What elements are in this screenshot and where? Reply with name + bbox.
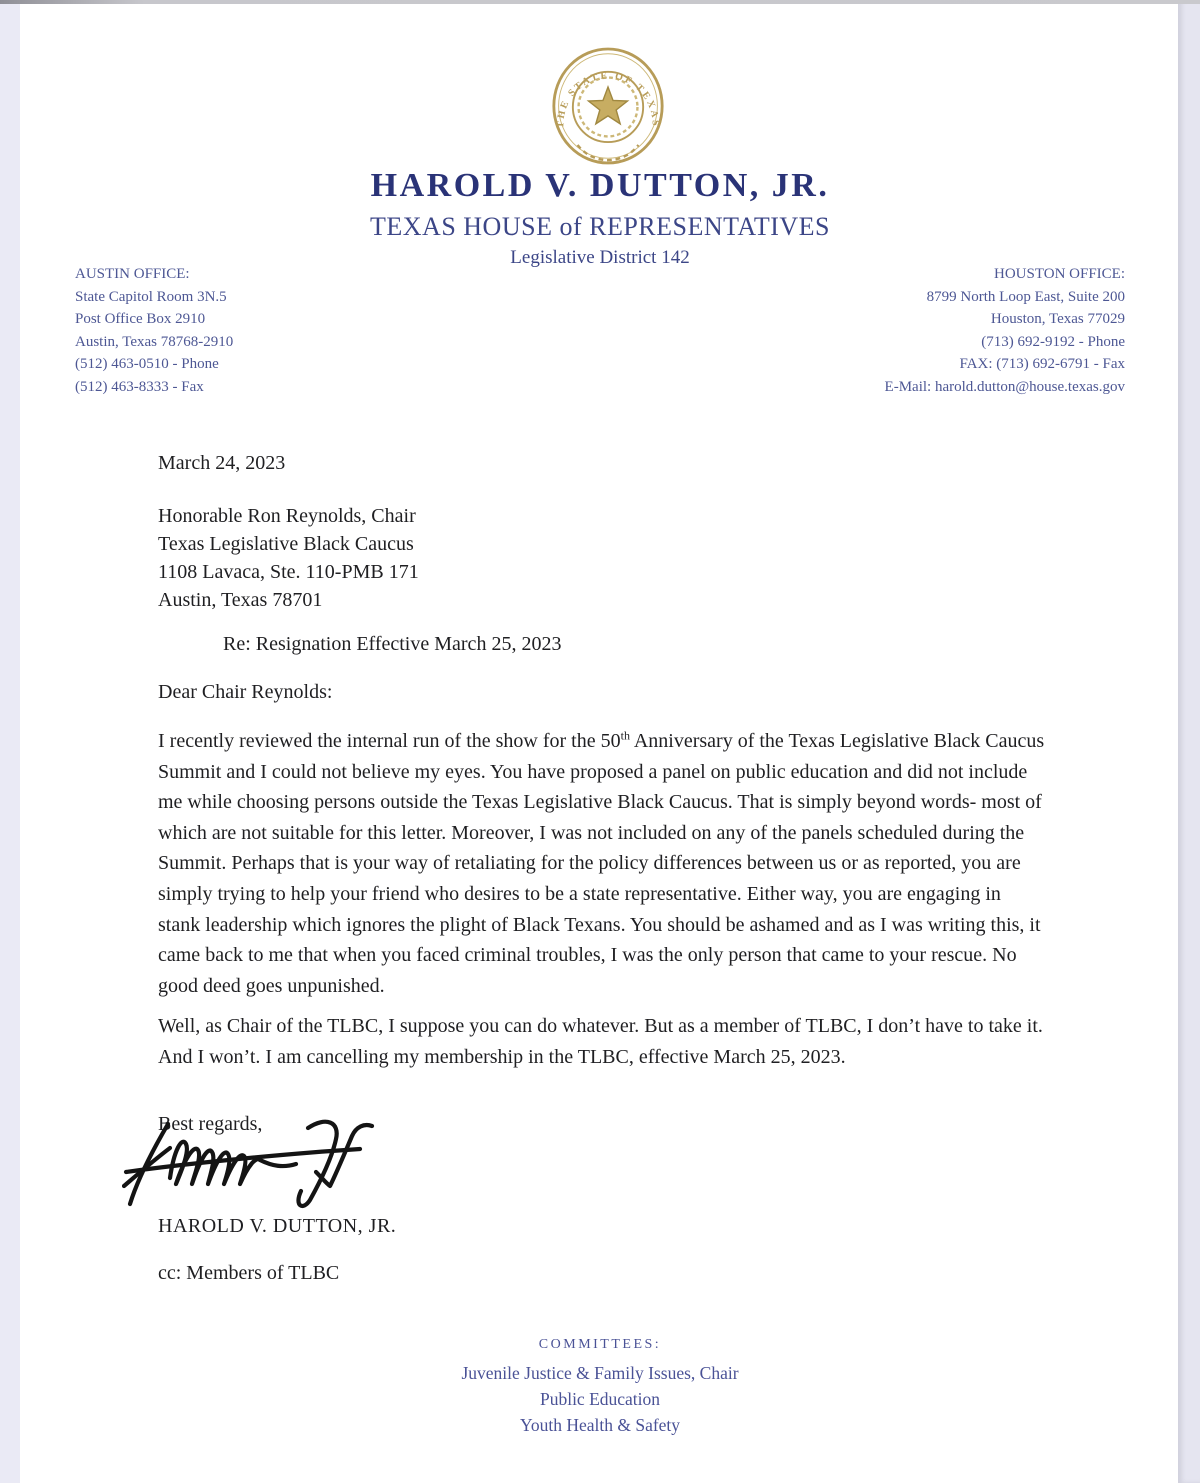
recipient-address-block [158, 502, 419, 614]
subject-line: Re: Resignation Effective March 25, 2023 [223, 633, 562, 655]
seal-arc-text: THE STATE OF TEXAS [555, 70, 661, 129]
houston-office-title: HOUSTON OFFICE: [994, 266, 1125, 282]
closing-phrase: Best regards, [158, 1113, 263, 1135]
austin-office-line: (512) 463-0510 - Phone [75, 356, 219, 372]
committee-item: Public Education [539, 1389, 661, 1409]
houston-office-email: E-Mail: harold.dutton@house.texas.gov [884, 378, 1125, 395]
letterhead-district: Legislative District 142 [510, 247, 690, 268]
recipient-line: Honorable Ron Reynolds, Chair [158, 505, 416, 527]
salutation: Dear Chair Reynolds: [158, 681, 333, 703]
typed-signature-name: HAROLD V. DUTTON, JR. [158, 1215, 397, 1237]
body-paragraph-1 [158, 726, 1046, 1001]
austin-office-line: Austin, Texas 78768-2910 [75, 333, 234, 350]
recipient-line: Austin, Texas 78701 [158, 589, 323, 611]
paragraph-text: Anniversary of the Texas Legislative Black Caucus Summit and I could not believe my eyes. You have proposed a panel on public education and did not include me while choosing persons outside the Texas Legislative Black Caucus. That is simply beyond words- most of which are not suitable for this letter. Moreover, I was not included on any of the panels scheduled during the Summit. Perhaps that is your way of retaliating for the policy differences between us or as reported, you are simply trying to help your friend who desires to be a state representative. Either way, you are engaging in stank leadership which ignores the plight of Black Texans. You should be ashamed and as I was writing this, it came back to me that when you faced criminal troubles, I was the only person that came to your rescue. No good deed goes unpunished. [158, 730, 1045, 997]
houston-office-line: (713) 692-9192 - Phone [981, 333, 1125, 350]
committees-title: COMMITTEES: [538, 1337, 662, 1352]
austin-office-block [75, 263, 233, 398]
austin-office-line: State Capitol Room 3N.5 [75, 288, 227, 305]
paragraph-text: I recently reviewed the internal run of the show for the 50 [158, 730, 621, 752]
texas-state-seal [551, 44, 665, 168]
body-paragraph-2: Well, as Chair of the TLBC, I suppose you can do whatever. But as a member of TLBC, I don’t have to take it. And I won’t. I am cancelling my membership in the TLBC, effective March 25, 2023. [158, 1015, 1043, 1068]
letter-date: March 24, 2023 [158, 452, 286, 474]
letterhead-organization: TEXAS HOUSE of REPRESENTATIVES [370, 212, 830, 241]
houston-office-block [885, 263, 1125, 398]
austin-office-line: Post Office Box 2910 [75, 311, 206, 327]
committee-item: Juvenile Justice & Family Issues, Chair [461, 1363, 739, 1383]
austin-office-line: (512) 463-8333 - Fax [75, 378, 204, 395]
letterhead-name: HAROLD V. DUTTON, JR. [370, 167, 830, 204]
houston-office-line: Houston, Texas 77029 [990, 311, 1125, 327]
committee-item: Youth Health & Safety [519, 1415, 681, 1435]
recipient-line: 1108 Lavaca, Ste. 110-PMB 171 [158, 561, 419, 583]
committees-footer [0, 1337, 1200, 1438]
cc-line: cc: Members of TLBC [158, 1262, 340, 1284]
page-top-border [0, 0, 1200, 4]
austin-office-title: AUSTIN OFFICE: [75, 266, 190, 282]
seal-star-icon [589, 87, 628, 124]
houston-office-line: 8799 North Loop East, Suite 200 [926, 288, 1125, 305]
recipient-line: Texas Legislative Black Caucus [158, 533, 414, 555]
houston-office-line: FAX: (713) 692-6791 - Fax [959, 356, 1125, 372]
handwritten-signature [122, 1114, 400, 1216]
ordinal-superscript: th [620, 728, 630, 743]
